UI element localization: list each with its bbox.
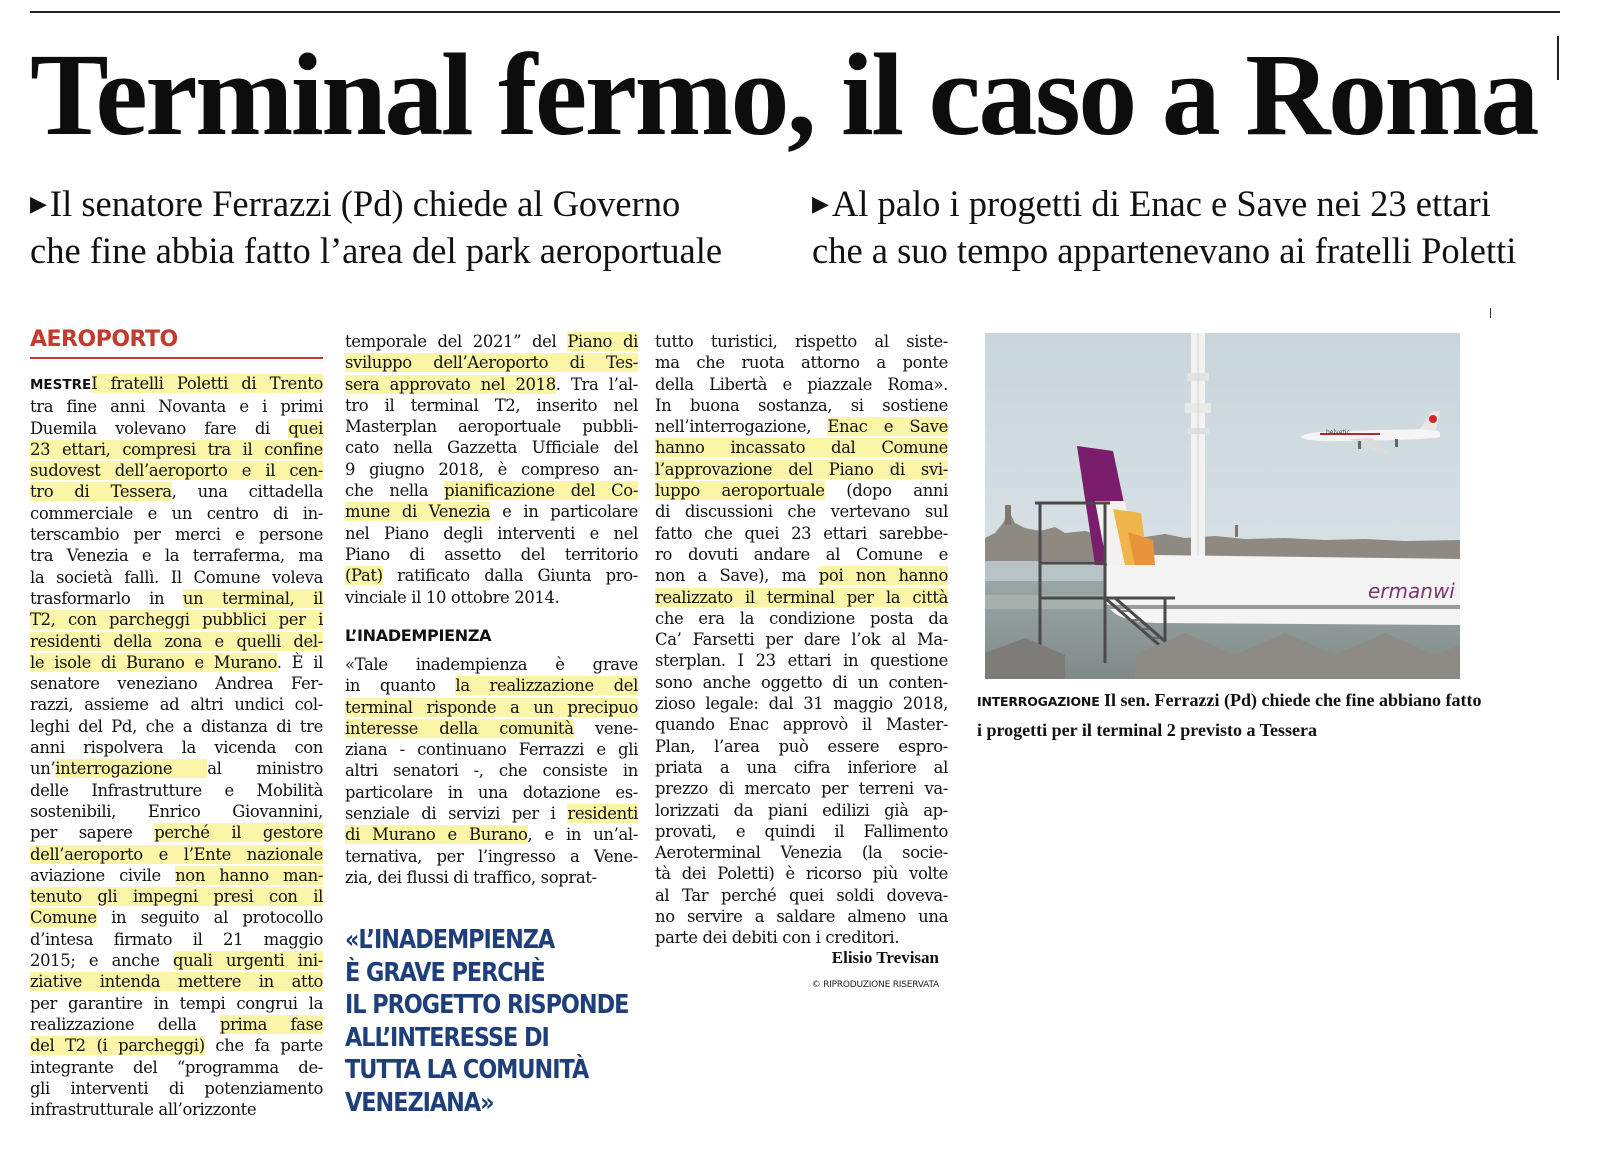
text-line	[345, 803, 638, 824]
highlighted-text: I fratelli Poletti di Trento	[91, 374, 323, 393]
text-segment: . È il	[276, 652, 324, 672]
text-line	[30, 373, 323, 396]
subhead-left-line-1: Il senatore Ferrazzi (Pd) chiede al Governo	[49, 183, 681, 224]
text-line	[655, 650, 948, 671]
text-line	[30, 609, 323, 630]
text-line	[30, 439, 323, 460]
text-segment: per garantire in tempi congrui la	[30, 993, 323, 1013]
text-line	[345, 718, 638, 739]
highlighted-text: Enac e Save	[827, 417, 948, 437]
text-segment: quando Enac approvò il Master-	[655, 715, 948, 735]
text-line	[655, 885, 948, 906]
text-line	[345, 587, 638, 608]
text-segment: cato nella Gazzetta Ufficiale del	[345, 438, 638, 458]
pull-quote	[345, 924, 640, 1119]
text-segment: ziana - continuano Ferrazzi e gli	[345, 740, 638, 760]
highlighted-text: luppo aeroportuale	[655, 481, 825, 501]
triangle-icon: ▶	[30, 191, 47, 216]
highlighted-text: perché il gestore	[154, 823, 323, 843]
text-segment: aviazione civile	[30, 865, 176, 885]
text-segment: (dopo anni	[824, 481, 948, 501]
subhead-right-line-1: Al palo i progetti di Enac e Save nei 23 ettari	[831, 183, 1491, 224]
highlighted-text: del T2 (i parcheggi)	[30, 1036, 205, 1056]
article-column-2	[345, 331, 638, 608]
text-segment: in seguito al protocollo	[96, 908, 323, 928]
highlighted-text: hanno incassato dal Comune	[655, 438, 948, 458]
text-line	[345, 760, 638, 781]
text-segment: tra Venezia e la terraferma, ma	[30, 546, 323, 566]
text-line	[30, 545, 323, 566]
text-segment: zia, dei flussi di traffico, soprat-	[345, 867, 597, 887]
text-segment: sterplan. I 23 ettari in questione	[655, 651, 948, 671]
highlighted-text: di Murano e Burano	[345, 825, 528, 845]
text-line	[655, 459, 948, 480]
text-segment: la società fallì. Il Comune voleva	[30, 567, 323, 587]
text-segment: d’intesa firmato il 21 maggio	[30, 929, 323, 949]
text-line	[30, 865, 323, 886]
text-line	[655, 437, 948, 458]
text-segment: prezzo di mercato per terreni va-	[655, 779, 948, 799]
text-line	[345, 459, 638, 480]
text-line	[30, 886, 323, 907]
text-line	[30, 780, 323, 801]
text-line	[345, 565, 638, 586]
text-line	[345, 480, 638, 501]
text-line	[30, 396, 323, 417]
text-segment: priata a una cifra inferiore al	[655, 757, 948, 777]
text-line	[655, 778, 948, 799]
highlighted-text: mune di Venezia	[345, 502, 491, 522]
airport-photo	[985, 333, 1460, 679]
text-line	[30, 652, 323, 673]
highlighted-text: Piano di	[567, 332, 638, 351]
text-line	[655, 608, 948, 629]
text-segment: che era la condizione posta da	[655, 608, 948, 628]
highlighted-text: Comune	[30, 908, 97, 928]
text-line	[345, 501, 638, 522]
text-line	[30, 1099, 323, 1120]
text-line	[655, 863, 948, 884]
headline: Terminal fermo, il caso a Roma	[30, 29, 1537, 160]
text-segment: e in particolare	[490, 502, 638, 522]
text-line	[655, 906, 948, 927]
svg-text:helvetic: helvetic	[1326, 429, 1350, 436]
text-line	[30, 844, 323, 865]
text-segment: integrante del “programma de-	[30, 1057, 323, 1077]
text-segment: Ca’ Farsetti per dare l’ok al Ma-	[655, 630, 948, 650]
text-segment: ternativa, per l’ingresso a Vene-	[345, 846, 638, 866]
text-segment: in quanto	[345, 676, 456, 696]
text-line	[345, 739, 638, 760]
byline: Elisio Trevisan	[831, 948, 939, 967]
highlighted-text: le isole di Burano e Murano	[30, 652, 277, 672]
highlighted-text: interrogazione	[55, 759, 208, 779]
text-segment: senziale di servizi per i	[345, 804, 568, 824]
text-line	[345, 437, 638, 458]
pull-quote-line: «L’INADEMPIENZA	[345, 925, 555, 955]
pull-quote-line: VENEZIANA»	[345, 1087, 494, 1118]
pull-quote-line: ALL’INTERESSE DI	[345, 1022, 549, 1053]
highlighted-text: quei	[288, 418, 323, 438]
text-line	[655, 629, 948, 650]
text-line	[655, 395, 948, 416]
layout-tick	[1490, 308, 1491, 318]
text-segment: al Tar perché quei soldi doveva-	[655, 885, 948, 905]
highlighted-text: 23 ettari, compresi tra il confine	[30, 439, 323, 459]
highlighted-text: tro di Tessera	[30, 482, 172, 502]
article-column-2-continued	[345, 654, 638, 888]
text-line	[345, 544, 638, 565]
text-segment: commerciale e un centro di in-	[30, 503, 323, 523]
text-line	[655, 821, 948, 842]
text-segment: per sapere	[30, 823, 155, 843]
highlighted-text: non hanno man-	[175, 865, 324, 885]
text-line	[655, 331, 948, 352]
section-kicker: AEROPORTO	[30, 327, 178, 352]
text-line	[655, 714, 948, 735]
text-segment: Aeroterminal Venezia (la socie-	[655, 843, 948, 863]
text-line	[30, 907, 323, 928]
text-line	[30, 758, 323, 779]
text-segment: vene-	[573, 718, 638, 738]
article-column-3	[655, 331, 948, 949]
text-segment: Piano di assetto del territorio	[345, 544, 638, 564]
highlighted-text: dell’aeroporto e l’Ente nazionale	[30, 844, 323, 864]
text-segment: lorizzati da piani edilizi già ap-	[655, 800, 948, 820]
highlighted-text: poi non hanno	[818, 566, 948, 586]
text-line	[30, 567, 323, 588]
text-segment: altri senatori -, che consiste in	[345, 761, 638, 781]
aircraft-livery-text: ermanwi	[1368, 579, 1455, 603]
text-line	[345, 395, 638, 416]
highlighted-text: terminal risponde a un precipuo	[345, 697, 638, 717]
top-rule	[30, 11, 1560, 13]
text-segment: ro dovuti andare al Comune e	[655, 544, 948, 564]
text-segment: Masterplan aeroportuale pubbli-	[345, 417, 638, 437]
text-line	[345, 352, 638, 373]
highlighted-text: (Pat)	[345, 566, 383, 586]
text-segment: realizzazione della	[30, 1014, 220, 1034]
text-line	[655, 736, 948, 757]
text-line	[30, 716, 323, 737]
text-line	[345, 867, 638, 888]
text-line	[345, 654, 638, 675]
highlighted-text: l’approvazione del Piano di svi-	[655, 459, 948, 479]
text-line	[30, 950, 323, 971]
article-column-1	[30, 373, 323, 1120]
text-line	[30, 822, 323, 843]
triangle-icon: ▶	[812, 191, 829, 216]
highlighted-text: quali urgenti ini-	[172, 951, 323, 971]
text-line	[655, 544, 948, 565]
text-line	[30, 971, 323, 992]
kicker-rule	[30, 357, 323, 359]
text-segment: delle Infrastrutture e Mobilità	[30, 780, 323, 800]
text-segment: razzi, assieme ad altri undici col-	[30, 695, 323, 715]
highlighted-text: la realizzazione del	[455, 676, 638, 696]
text-segment: senatore veneziano Andrea Fer-	[30, 674, 323, 694]
highlighted-text: T2, con parcheggi pubblici per i	[30, 610, 323, 630]
text-line	[30, 1057, 323, 1078]
text-segment: tà dei Poletti) è ricorso più volte	[655, 864, 948, 884]
text-segment: no servire a saldare almeno una	[655, 907, 948, 927]
text-segment: che nella	[345, 481, 445, 501]
text-line	[30, 694, 323, 715]
text-line	[345, 523, 638, 544]
highlighted-text: sera approvato nel 2018	[345, 374, 556, 394]
text-line	[30, 631, 323, 652]
text-segment: parte dei debiti con i creditori.	[655, 928, 900, 948]
text-segment: di discussioni che vertevano sul	[655, 502, 948, 522]
text-line	[655, 927, 948, 948]
text-segment: . Tra l’al-	[555, 374, 638, 394]
caption-label: INTERROGAZIONE	[977, 694, 1100, 709]
text-segment: Plan, l’area può essere espro-	[655, 736, 948, 756]
text-line	[30, 503, 323, 524]
text-segment: ratificato dalla Giunta pro-	[382, 566, 638, 586]
text-segment: che fa parte	[204, 1036, 323, 1056]
text-segment: al ministro	[207, 759, 323, 779]
text-segment: leghi del Pd, che a distanza di tre	[30, 716, 323, 736]
highlighted-text: sviluppo dell’Aeroporto di Tes-	[345, 353, 638, 373]
text-line	[655, 672, 948, 693]
text-line	[30, 673, 323, 694]
text-segment: non a Save), ma	[655, 566, 819, 586]
dateline: MESTRE	[30, 377, 92, 393]
text-line	[655, 587, 948, 608]
text-line	[30, 1035, 323, 1056]
text-line	[30, 1078, 323, 1099]
text-segment: In buona sostanza, si sostiene	[655, 395, 948, 415]
subhead-right-line-2: che a suo tempo appartenevano ai fratelli Poletti	[812, 230, 1517, 271]
airport-photo-illustration	[985, 333, 1460, 679]
text-line	[655, 842, 948, 863]
text-line	[655, 693, 948, 714]
text-segment: tutto turistici, rispetto al siste-	[655, 332, 948, 351]
text-segment: 2015; e anche	[30, 951, 173, 971]
text-line	[30, 993, 323, 1014]
text-line	[345, 846, 638, 867]
text-line	[345, 782, 638, 803]
copyright-notice: © RIPRODUZIONE RISERVATA	[811, 980, 939, 990]
text-segment: provati, e quindi il Fallimento	[655, 821, 948, 841]
text-line	[655, 565, 948, 586]
text-segment: , e in un’al-	[527, 825, 638, 845]
text-line	[655, 416, 948, 437]
text-segment: Duemila volevano fare di	[30, 418, 289, 438]
text-segment: tra fine anni Novanta e i primi	[30, 397, 323, 417]
text-segment: sostenibili, Enrico Giovannini,	[30, 801, 323, 821]
text-segment: fatto che quei 23 ettari sarebbe-	[655, 523, 948, 543]
subhead-right	[812, 183, 1572, 272]
text-segment: gli interventi di potenziamento	[30, 1078, 323, 1098]
text-segment: nel Piano degli interventi e nel	[345, 523, 638, 543]
text-line	[655, 757, 948, 778]
text-line	[345, 675, 638, 696]
text-segment: un’	[30, 759, 56, 779]
highlighted-text: residenti della zona e quelli del-	[30, 631, 323, 651]
text-line	[30, 418, 323, 439]
text-line	[30, 588, 323, 609]
highlighted-text: prima fase	[219, 1014, 323, 1034]
text-line	[30, 460, 323, 481]
text-segment: 9 giugno 2018, è compreso an-	[345, 459, 638, 479]
text-segment: sono anche oggetto di un conten-	[655, 672, 948, 692]
highlighted-text: pianificazione del Co-	[444, 481, 639, 501]
section-subtitle: L’INADEMPIENZA	[345, 626, 492, 645]
text-line	[30, 524, 323, 545]
text-segment: trasformarlo in	[30, 588, 183, 608]
text-line	[345, 331, 638, 352]
text-segment: temporale del 2021” del	[345, 332, 568, 351]
photo-caption	[977, 686, 1567, 745]
text-segment: zioso legale: dal 31 maggio 2018,	[655, 694, 948, 714]
text-segment: ma che ruota attorno a ponte	[655, 353, 948, 373]
highlighted-text: un terminal, il	[182, 588, 323, 608]
text-line	[30, 737, 323, 758]
highlighted-text: residenti	[567, 804, 638, 824]
text-line	[345, 416, 638, 437]
text-line	[30, 1014, 323, 1035]
text-line	[30, 929, 323, 950]
text-line	[655, 501, 948, 522]
text-line	[30, 481, 323, 502]
highlighted-text: realizzato il terminal per la città	[655, 587, 948, 607]
pull-quote-line: È GRAVE PERCHÈ	[345, 957, 545, 988]
highlighted-text: sudovest dell’aeroporto e il cen-	[30, 461, 323, 481]
text-line	[345, 374, 638, 395]
caption-line-1: Il sen. Ferrazzi (Pd) chiede che fine abbiano fatto	[1099, 690, 1482, 710]
highlighted-text: tenuto gli impegni presi con il	[30, 887, 323, 907]
text-line	[345, 824, 638, 845]
text-line	[345, 697, 638, 718]
text-line	[30, 801, 323, 822]
text-line	[655, 374, 948, 395]
text-segment: terscambio per merci e persone	[30, 525, 323, 545]
subhead-left-line-2: che fine abbia fatto l’area del park aeroportuale	[30, 230, 723, 271]
highlighted-text: interesse della comunità	[345, 718, 574, 738]
highlighted-text: ziative intenda mettere in atto	[30, 972, 323, 992]
text-segment: tro il terminal T2, inserito nel	[345, 395, 638, 415]
text-segment: infrastrutturale all’orizzonte	[30, 1100, 257, 1120]
subhead-left	[30, 183, 790, 272]
text-segment: della Libertà e piazzale Roma».	[655, 374, 948, 394]
text-line	[655, 480, 948, 501]
text-line	[655, 352, 948, 373]
caption-line-2: i progetti per il terminal 2 previsto a Tessera	[977, 720, 1317, 740]
text-segment: vinciale il 10 ottobre 2014.	[345, 587, 560, 607]
text-segment: anni rispolvera la vicenda con	[30, 738, 323, 758]
text-segment: particolare in una dotazione es-	[345, 782, 638, 802]
text-segment: nell’interrogazione,	[655, 417, 828, 437]
text-line	[655, 523, 948, 544]
text-segment: , una cittadella	[171, 482, 323, 502]
text-line	[655, 800, 948, 821]
text-segment: «Tale inadempienza è grave	[345, 655, 638, 674]
pull-quote-line: TUTTA LA COMUNITÀ	[345, 1055, 589, 1085]
pull-quote-line: IL PROGETTO RISPONDE	[345, 990, 629, 1020]
